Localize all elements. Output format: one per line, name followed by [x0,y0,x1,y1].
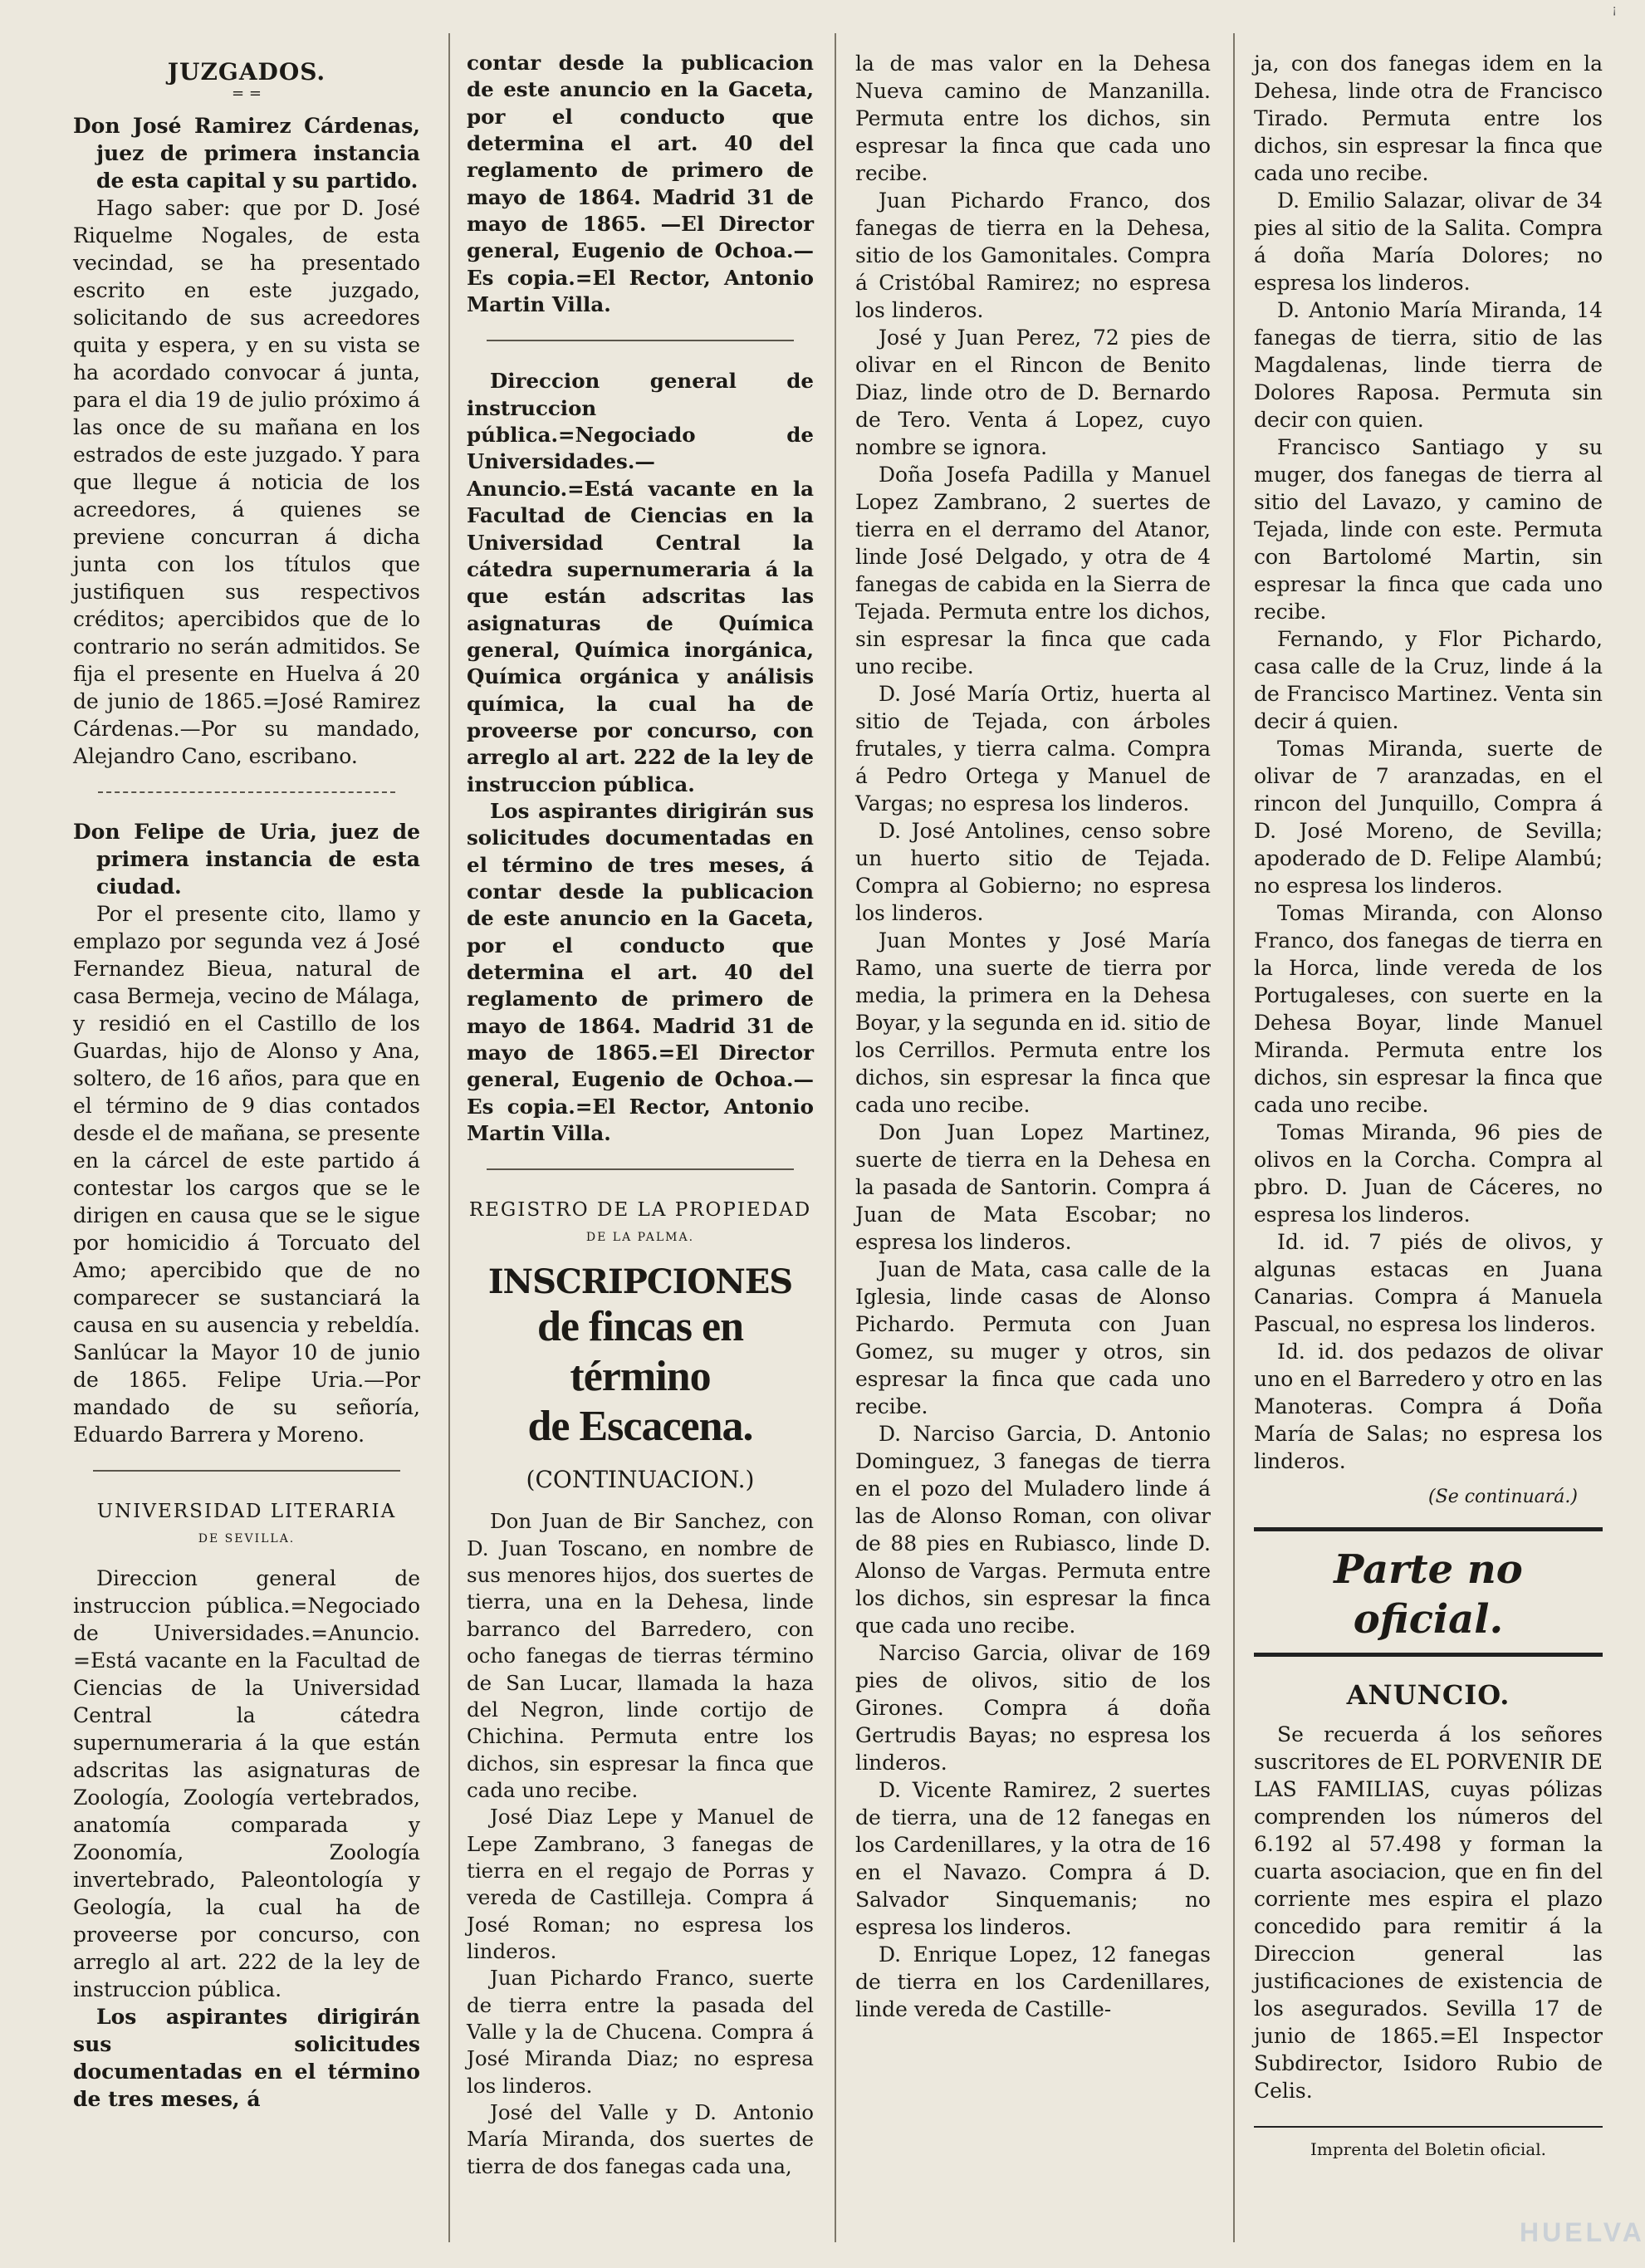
inscription-entry: Doña Josefa Padilla y Manuel Lopez Zambrano, 2 suertes de tierra en el derramo del Atanor, linde José Delgado, y otra de 4 fanegas de cabida en la Sierra de Tejada. Permuta entre los dichos, sin espresar la finca que cada uno recibe. [855,463,1211,678]
column-rule [1233,33,1235,2242]
university-subtitle: DE SEVILLA. [198,1532,296,1545]
inscription-entry: Id. id. 7 piés de olivos, y algunas estacas en Juana Canarias. Compra á Manuela Pascual, no espresa los linderos. [1254,1230,1603,1336]
separator [93,1470,400,1472]
edict-body: Hago saber: que por D. José Riquelme Nogales, de esta vecindad, se ha presentado escrito en este juzgado, solicitando de sus acreedores quita y espera, y en su vista se ha acordado convocar á junta, para el dia 19 de julio próximo á las once de su mañana en los estrados de este juzgado. Y para que llegue á noticia de los acreedores, á quienes se previene concurran á dicha junta con los títulos que justifiquen sus respectivos créditos; apercibidos que de lo contrario no serán admitidos. Se fija el presente en Huelva á 20 de junio de 1865.=José Ramirez Cárdenas.—Por su mandado, Alejandro Cano, escribano. [73,196,420,768]
separator [98,791,395,793]
thick-rule [1254,1653,1603,1657]
column-rule [835,33,836,2242]
inscripciones-heading: INSCRIPCIONES [487,1262,793,1302]
inscription-entry: José del Valle y D. Antonio María Miranda, dos suertes de tierra de dos fanegas cada una, [467,2100,814,2178]
inscription-entry: Tomas Miranda, 96 pies de olivos en la Corcha. Compra al pbro. D. Juan de Cáceres, no espresa los linderos. [1254,1120,1603,1227]
separator [487,340,794,341]
inscription-entry: ja, con dos fanegas idem en la Dehesa, linde otra de Francisco Tirado. Permuta entre los dichos, sin espresar la finca que cada uno recibe. [1254,51,1603,185]
inscription-entry: Juan Montes y José María Ramo, una suerte de tierra por media, la primera en la Dehesa Boyar, y la segunda en id. sitio de los Cerrillos. Permuta entre los dichos, sin espresar la finca que cada uno recibe. [855,928,1211,1117]
inscription-entry: Tomas Miranda, con Alonso Franco, dos fanegas de tierra en la Horca, linde vereda de los Portugaleses, con suerte en la Dehesa Boyar, linde Manuel Miranda. Permuta entre los dichos, sin espresar la finca que cada uno recibe. [1254,901,1603,1117]
inscription-entry: D. Vicente Ramirez, 2 suertes de tierra, una de 12 fanegas en los Cardenillares, y la otra de 16 en el Navazo. Compra á D. Salvador Sinquemanis; no espresa los linderos. [855,1778,1211,1939]
registro-subtitle: DE LA PALMA. [585,1230,695,1244]
inscription-entry: D. José Antolines, censo sobre un huerto sitio de Tejada. Compra al Gobierno; no espresa los linderos. [855,819,1211,925]
edict-header: Don José Ramirez Cárdenas, juez de primera instancia de esta capital y su partido. [73,114,420,193]
thick-rule [1254,1527,1603,1531]
inscription-entry: la de mas valor en la Dehesa Nueva camino de Manzanilla. Permuta entre los dichos, sin espresar la finca que cada uno recibe. [855,51,1211,185]
page-corner-mark: ¡ [1612,3,1617,17]
column-3 [855,50,1211,2023]
anuncio-heading: ANUNCIO. [1346,1679,1510,1711]
notice-continuation: contar desde la publicacion de este anuncio en la Gaceta, por el conducto que determina el art. 40 del reglamento de primero de mayo de 1864. Madrid 31 de mayo de 1865. —El Director general, Eugenio de Ochoa.—Es copia.=El Rector, Antonio Martin Villa. [467,51,814,317]
edict-ramirez [73,112,420,770]
column-rule [448,33,450,2242]
inscription-entry: Don Juan de Bir Sanchez, con D. Juan Toscano, en nombre de sus menores hijos, dos suertes de tierra, una en la Dehesa, linde barranco del Barredero, con ocho fanegas de tierras término de San Lucar, llamada la haza del Negron, linde cortijo de Chichina. Permuta entre los dichos, sin espresar la finca que cada uno recibe. [467,1509,814,1802]
inscription-entry: José y Juan Perez, 72 pies de olivar en el Rincon de Benito Diaz, linde otro de D. Bernardo de Tero. Venta á Lopez, cuyo nombre se ignora. [855,326,1211,459]
university-notice-cont: Los aspirantes dirigirán sus solicitudes documentadas en el término de tres meses, á [73,2005,420,2111]
inscripciones-heading-line3: de Escacena. [527,1403,753,1451]
registro-title: REGISTRO DE LA PROPIEDAD [468,1199,812,1222]
column-1 [73,50,420,2113]
inscription-entry: D. José María Ortiz, huerta al sitio de Tejada, con árboles frutales, y tierra calma. Compra á Pedro Ortega y Manuel de Vargas; no espresa los linderos. [855,682,1211,816]
edict-header: Don Felipe de Uria, juez de primera instancia de esta ciudad. [73,820,420,899]
inscription-entry: Id. id. dos pedazos de olivar uno en el Barredero y otro en las Manoteras. Compra á Doña María de Salas; no espresa los linderos. [1254,1340,1603,1473]
university-title: UNIVERSIDAD LITERARIA [96,1501,397,1522]
inscription-entry: José Diaz Lepe y Manuel de Lepe Zambrano, 3 fanegas de tierra en el regajo de Porras y vereda de Castilleja. Compra á José Roman; no espresa los linderos. [467,1805,814,1963]
column-2 [467,50,814,2180]
equals-ornament: = = [232,85,262,102]
continuacion-label: (CONTINUACION.) [526,1466,755,1494]
edict-uria [73,818,420,1448]
quimica-notice: Direccion general de instruccion pública.=Negociado de Universidades.—Anuncio.=Está vacante en la Facultad de Ciencias en la Universidad Central la cátedra supernumeraria á la que están adscritas las asignaturas de Química general, Química inorgánica, Química orgánica y análisis química, la cual ha de proveerse por concurso, con arreglo al art. 222 de la ley de instruccion pública. [467,369,814,796]
inscription-entry: D. Enrique Lopez, 12 fanegas de tierra en los Cardenillares, linde vereda de Castille- [855,1942,1211,2021]
parte-no-oficial-heading: Parte no oficial. [1334,1546,1523,1643]
inscription-entry: Fernando, y Flor Pichardo, casa calle de la Cruz, linde á la de Francisco Martinez. Venta sin decir á quien. [1254,627,1603,733]
imprenta-footer: Imprenta del Boletin oficial. [1310,2139,1546,2159]
inscription-entry: Juan Pichardo Franco, dos fanegas de tierra en la Dehesa, sitio de los Gamonitales. Compra á Cristóbal Ramirez; no espresa los linderos. [855,189,1211,322]
inscription-entry: Juan Pichardo Franco, suerte de tierra entre la pasada del Valle y la de Chucena. Compra á José Miranda Diaz; no espresa los linderos. [467,1966,814,2098]
archive-watermark: HUELVA [1520,2217,1645,2247]
inscription-entry: Don Juan Lopez Martinez, suerte de tierra en la Dehesa en la pasada de Santorin. Compra á Juan de Mata Escobar; no espresa los linderos. [855,1120,1211,1254]
university-notice: Direccion general de instruccion pública.=Negociado de Universidades.=Anuncio. =Está vacante en la Facultad de Ciencias de la Universidad Central la cátedra supernumeraria á la que están adscritas las asignaturas de Zoología, Zoología vertebrados, anatomía comparada y Zoonomía, Zoología invertebrado, Paleontología y Geología, la cual ha de proveerse por concurso, con arreglo al art. 222 de la ley de instruccion pública. [73,1566,420,2001]
inscripciones-heading-line2: de fincas en término [537,1303,743,1401]
inscription-entry: Juan de Mata, casa calle de la Iglesia, linde casas de Alonso Pichardo. Permuta con Juan Gomez, su muger y otros, sin espresar la finca que cada uno recibe. [855,1257,1211,1418]
quimica-notice-cont: Los aspirantes dirigirán sus solicitudes documentadas en el término de tres meses, á contar desde la publicacion de este anuncio en la Gaceta, por el conducto que determina el art. 40 del reglamento de primero de mayo de 1864. Madrid 31 de mayo de 1865.=El Director general, Eugenio de Ochoa.—Es copia.=El Rector, Antonio Martin Villa. [467,798,814,1146]
column-4 [1254,50,1603,2163]
inscription-entry: D. Emilio Salazar, olivar de 34 pies al sitio de la Salita. Compra á doña María Dolores; no espresa los linderos. [1254,189,1603,295]
se-continuara-label: (Se continuará.) [1428,1487,1578,1507]
inscription-entry: D. Narciso Garcia, D. Antonio Dominguez, 3 fanegas de tierra en el pozo del Muladero linde á las de Alonso Roman, con olivar de 88 pies en Rubiasco, linde D. Alonso de Vargas. Permuta entre los dichos, sin espresar la finca que cada uno recibe. [855,1422,1211,1638]
thin-rule [1254,2126,1603,2128]
separator [487,1168,794,1170]
inscription-entry: Tomas Miranda, suerte de olivar de 7 aranzadas, en el rincon del Junquillo, Compra á D. José Moreno, de Sevilla; apoderado de D. Felipe Alambú; no espresa los linderos. [1254,737,1603,898]
anuncio-text: Se recuerda á los señores suscritores de EL PORVENIR DE LAS FAMILIAS, cuyas pólizas comprenden los números del 6.192 al 57.498 y forman la cuarta asociacion, que en fin del corriente mes espira el plazo concedido para remitir á la Direccion general las justificaciones de existencia de los asegurados. Sevilla 17 de junio de 1865.=El Inspector Subdirector, Isidoro Rubio de Celis. [1254,1722,1603,2103]
edict-body: Por el presente cito, llamo y emplazo por segunda vez á José Fernandez Bieua, natural de casa Bermeja, vecino de Málaga, y residió en el Castillo de los Guardas, hijo de Alonso y Ana, soltero, de 16 años, para que en el término de 9 dias contados desde el de mañana, se presente en la cárcel de este partido á contestar los cargos que se le dirigen en causa que se le sigue por homicidio á Torcuato del Amo; apercibido que de no comparecer se sustanciará la causa en su ausencia y rebeldía. Sanlúcar la Mayor 10 de junio de 1865. Felipe Uria.—Por mandado de su señoría, Eduardo Barrera y Moreno. [73,902,420,1447]
inscription-entry: D. Antonio María Miranda, 14 fanegas de tierra, sitio de las Magdalenas, linde tierra de Dolores Raposa. Permuta sin decir con quien. [1254,298,1603,432]
inscription-entry: Narciso Garcia, olivar de 169 pies de olivos, sitio de los Girones. Compra á doña Gertrudis Bayas; no espresa los linderos. [855,1641,1211,1775]
juzgados-title: JUZGADOS. [167,58,326,86]
inscription-entry: Francisco Santiago y su muger, dos fanegas de tierra al sitio del Lavazo, y camino de Tejada, linde con este. Permuta con Bartolomé Martin, sin espresar la finca que cada uno recibe. [1254,435,1603,624]
